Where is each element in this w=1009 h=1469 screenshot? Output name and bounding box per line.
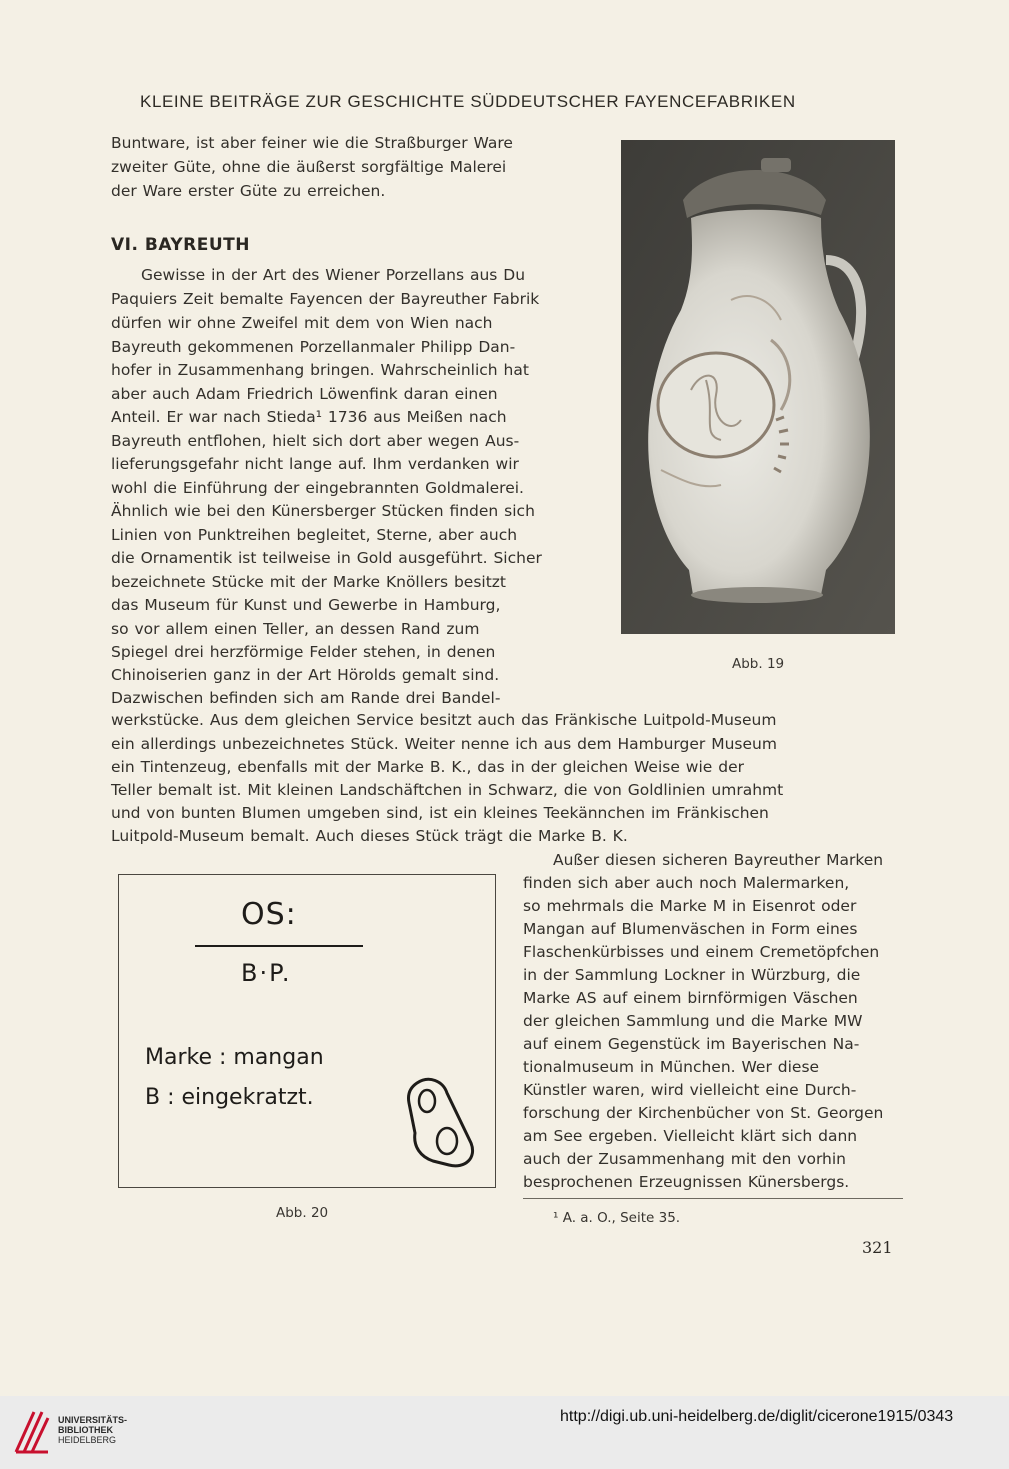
- text-line: Buntware, ist aber feiner wie die Straßburger Ware: [111, 134, 513, 152]
- text-line: Flaschenkürbisses und einem Cremetöpfchen: [523, 943, 880, 961]
- figure-20-caption: Abb. 20: [276, 1205, 329, 1221]
- mark-bp: B·P.: [241, 959, 292, 987]
- text-line: Luitpold-Museum bemalt. Auch dieses Stück trägt die Marke B. K.: [111, 827, 628, 845]
- text-line: ein allerdings unbezeichnetes Stück. Weiter nenne ich aus dem Hamburger Museum: [111, 735, 777, 753]
- library-logo-icon[interactable]: [12, 1406, 52, 1456]
- text-line: der Ware erster Güte zu erreichen.: [111, 182, 386, 200]
- text-line: wohl die Einführung der eingebrannten Goldmalerei.: [111, 479, 524, 497]
- text-line: und von bunten Blumen umgeben sind, ist ein kleines Teekännchen im Fränkischen: [111, 804, 769, 822]
- text-line: finden sich aber auch noch Malermarken,: [523, 874, 850, 892]
- text-line: aber auch Adam Friedrich Löwenfink daran einen: [111, 385, 498, 403]
- text-line: die Ornamentik ist teilweise in Gold ausgeführt. Sicher: [111, 549, 542, 567]
- page-number: 321: [862, 1238, 893, 1257]
- text-line: bezeichnete Stücke mit der Marke Knöllers besitzt: [111, 573, 507, 591]
- text-line: Außer diesen sicheren Bayreuther Marken: [553, 851, 884, 869]
- text-line: zweiter Güte, ohne die äußerst sorgfältige Malerei: [111, 158, 507, 176]
- text-line: Paquiers Zeit bemalte Fayencen der Bayreuther Fabrik: [111, 290, 540, 308]
- text-line: ein Tintenzeug, ebenfalls mit der Marke B. K., das in der gleichen Weise wie der: [111, 758, 744, 776]
- source-url-link[interactable]: http://digi.ub.uni-heidelberg.de/diglit/cicerone1915/0343: [560, 1408, 954, 1425]
- text-line: lieferungsgefahr nicht lange auf. Ihm verdanken wir: [111, 455, 519, 473]
- text-line: in der Sammlung Lockner in Würzburg, die: [523, 966, 861, 984]
- text-line: werkstücke. Aus dem gleichen Service besitzt auch das Fränkische Luitpold-Museum: [111, 711, 777, 729]
- figure-20-box: [118, 874, 496, 1188]
- text-line: Anteil. Er war nach Stieda¹ 1736 aus Meißen nach: [111, 408, 507, 426]
- text-line: so vor allem einen Teller, an dessen Rand zum: [111, 620, 480, 638]
- text-line: Spiegel drei herzförmige Felder stehen, in denen: [111, 643, 496, 661]
- text-line: Ähnlich wie bei den Künersberger Stücken finden sich: [111, 502, 535, 520]
- logo-line: BIBLIOTHEK: [58, 1425, 113, 1435]
- text-line: Linien von Punktreihen begleitet, Sterne, aber auch: [111, 526, 518, 544]
- logo-line: HEIDELBERG: [58, 1435, 117, 1445]
- text-line: so mehrmals die Marke M in Eisenrot oder: [523, 897, 857, 915]
- text-line: am See ergeben. Vielleicht klärt sich dann: [523, 1127, 858, 1145]
- text-line: auf einem Gegenstück im Bayerischen Na-: [523, 1035, 860, 1053]
- footer-bar: [0, 1396, 1009, 1469]
- text-line: der gleichen Sammlung und die Marke MW: [523, 1012, 863, 1030]
- incised-b-mark-icon: [399, 1073, 483, 1173]
- text-line: forschung der Kirchenbücher von St. Georgen: [523, 1104, 884, 1122]
- mark-divider: [195, 945, 363, 947]
- mark-os: OS:: [241, 897, 297, 932]
- running-title: KLEINE BEITRÄGE ZUR GESCHICHTE SÜDDEUTSCHER FAYENCEFABRIKEN: [140, 92, 796, 111]
- library-logo-text: [58, 1415, 127, 1445]
- figure-19-caption: Abb. 19: [732, 656, 785, 672]
- text-line: tionalmuseum in München. Wer diese: [523, 1058, 820, 1076]
- text-line: besprochenen Erzeugnissen Künersbergs.: [523, 1173, 850, 1191]
- text-line: Künstler waren, wird vielleicht eine Durch-: [523, 1081, 857, 1099]
- text-line: auch der Zusammenhang mit den vorhin: [523, 1150, 846, 1168]
- faience-jug-illustration: [621, 140, 895, 634]
- mark-note-line2: B : eingekratzt.: [145, 1085, 314, 1110]
- figure-19-photo: [621, 140, 895, 634]
- text-line: Mangan auf Blumenväschen in Form eines: [523, 920, 858, 938]
- text-line: Gewisse in der Art des Wiener Porzellans aus Du: [141, 266, 526, 284]
- text-line: Marke AS auf einem birnförmigen Väschen: [523, 989, 858, 1007]
- text-line: Bayreuth entflohen, hielt sich dort aber wegen Aus-: [111, 432, 520, 450]
- section-heading: VI. BAYREUTH: [111, 235, 250, 255]
- footnote: ¹ A. a. O., Seite 35.: [553, 1210, 681, 1226]
- text-line: Teller bemalt ist. Mit kleinen Landschäftchen in Schwarz, die von Goldlinien umrahmt: [111, 781, 784, 799]
- logo-line: UNIVERSITÄTS-: [58, 1415, 128, 1425]
- footnote-rule: [523, 1198, 903, 1199]
- text-line: hofer in Zusammenhang bringen. Wahrscheinlich hat: [111, 361, 529, 379]
- text-line: Dazwischen befinden sich am Rande drei Bandel-: [111, 689, 501, 707]
- text-line: das Museum für Kunst und Gewerbe in Hamburg,: [111, 596, 501, 614]
- text-line: dürfen wir ohne Zweifel mit dem von Wien nach: [111, 314, 493, 332]
- mark-note-line1: Marke : mangan: [145, 1045, 324, 1070]
- text-line: Bayreuth gekommenen Porzellanmaler Philipp Dan-: [111, 338, 516, 356]
- text-line: Chinoiserien ganz in der Art Hörolds gemalt sind.: [111, 666, 500, 684]
